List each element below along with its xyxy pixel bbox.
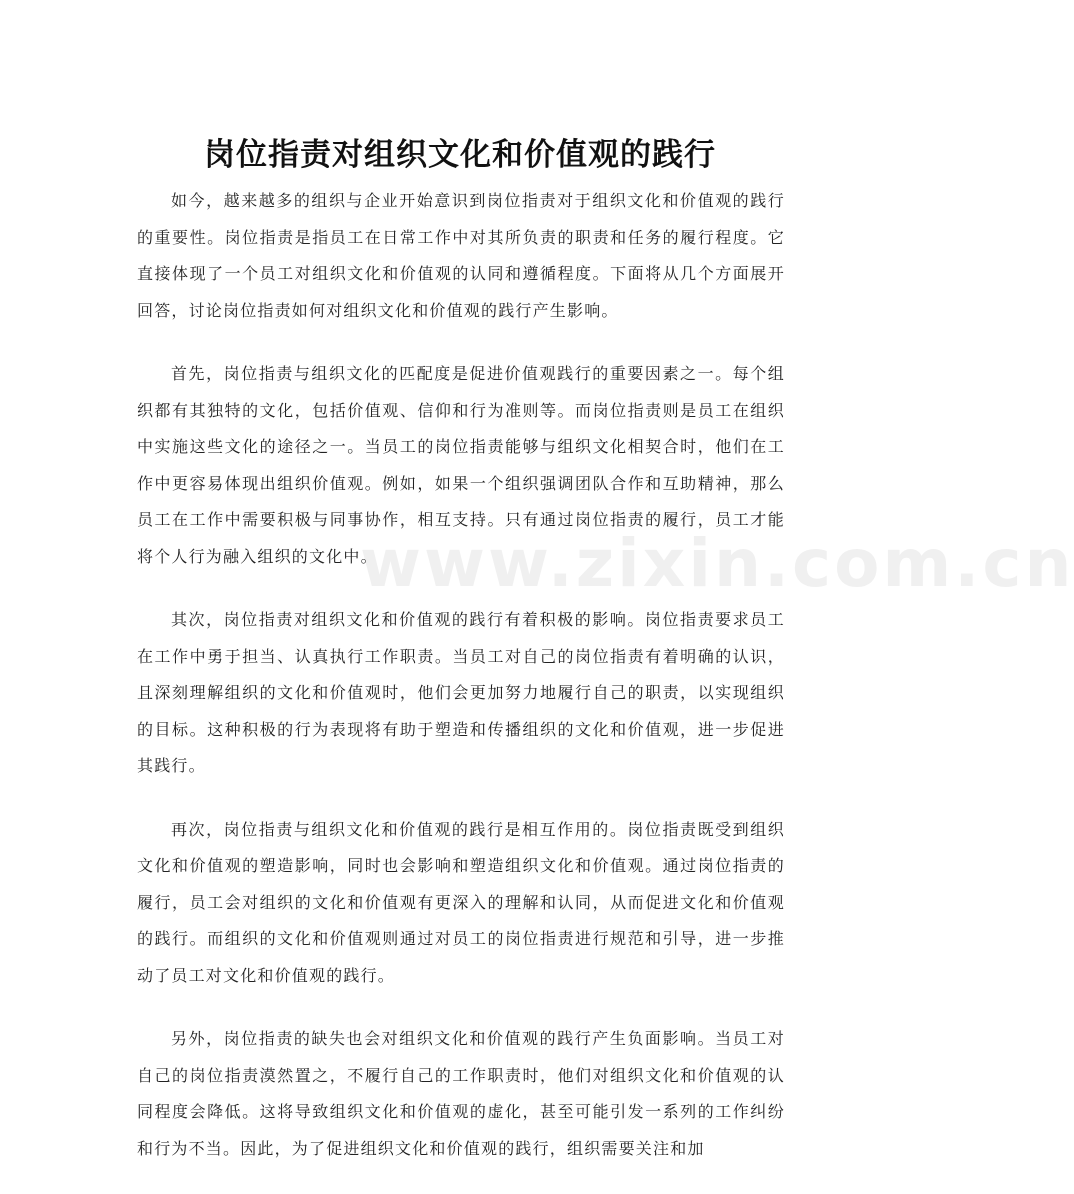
watermark-text: www.zixin.com.cn (360, 525, 1074, 602)
paragraph-2: 首先，岗位指责与组织文化的匹配度是促进价值观践行的重要因素之一。每个组织都有其独特的文化，包括价值观、信仰和行为准则等。而岗位指责则是员工在组织中实施这些文化的途径之一。当员工的岗位指责能够与组织文化相契合时，他们在工作中更容易体现出组织价值观。例如，如果一个组织强调团队合作和互助精神，那么员工在工作中需要积极与同事协作，相互支持。只有通过岗位指责的履行，员工才能将个人行为融入组织的文化中。 (137, 364, 785, 566)
document-title: 岗位指责对组织文化和价值观的践行 (204, 136, 716, 173)
paragraph-1: 如今，越来越多的组织与企业开始意识到岗位指责对于组织文化和价值观的践行的重要性。岗位指责是指员工在日常工作中对其所负责的职责和任务的履行程度。它直接体现了一个员工对组织文化和价值观的认同和遵循程度。下面将从几个方面展开回答，讨论岗位指责如何对组织文化和价值观的践行产生影响。 (137, 191, 785, 320)
paragraph-4: 再次，岗位指责与组织文化和价值观的践行是相互作用的。岗位指责既受到组织文化和价值观的塑造影响，同时也会影响和塑造组织文化和价值观。通过岗位指责的履行，员工会对组织的文化和价值观有更深入的理解和认同，从而促进文化和价值观的践行。而组织的文化和价值观则通过对员工的岗位指责进行规范和引导，进一步推动了员工对文化和价值观的践行。 (137, 819, 785, 985)
document-body (137, 183, 785, 1194)
paragraph-3: 其次，岗位指责对组织文化和价值观的践行有着积极的影响。岗位指责要求员工在工作中勇于担当、认真执行工作职责。当员工对自己的岗位指责有着明确的认识，且深刻理解组织的文化和价值观时，他们会更加努力地履行自己的职责，以实现组织的目标。这种积极的行为表现将有助于塑造和传播组织的文化和价值观，进一步促进其践行。 (137, 610, 785, 775)
paragraph-5: 另外，岗位指责的缺失也会对组织文化和价值观的践行产生负面影响。当员工对自己的岗位指责漠然置之，不履行自己的工作职责时，他们对组织文化和价值观的认同程度会降低。这将导致组织文化和价值观的虚化，甚至可能引发一系列的工作纠纷和行为不当。因此，为了促进组织文化和价值观的践行，组织需要关注和加 (137, 1029, 785, 1158)
